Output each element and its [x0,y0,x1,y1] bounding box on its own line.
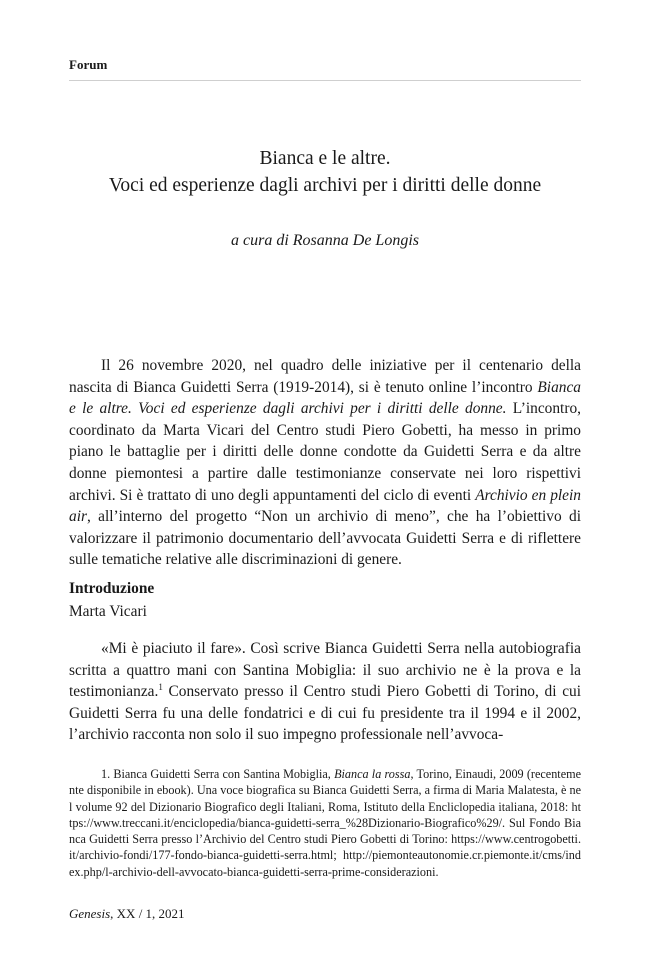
abstract-series-title: Archivio en plein air [69,486,581,526]
header-rule [69,80,581,81]
section-author: Marta Vicari [69,603,147,620]
body-text-2: Conservato presso il Centro studi Piero Gobetti di Torino, di cui Guidetti Serra fu una delle fondatrici e di cui fu presidente tra il 1994 e il 2002, l’archivio racconta non solo il suo impegno professionale nell’avvoca- [69,683,581,744]
footer-journal: Genesis [69,906,111,921]
running-head: Forum [69,57,108,72]
abstract [69,355,581,571]
footnote-paragraph [69,766,581,880]
body-text-1: «Mi è piaciuto il fare». Così scrive Bianca Guidetti Serra nella autobiografia scritta a quattro mani con Santina Mobiglia: il suo archivio ne è la prova e la testimonianza. [69,640,581,701]
body-paragraph [69,638,581,746]
footnote-text-2: , Torino, Einaudi, 2009 (recentemente disponibile in ebook). Una voce biografica su Bianca Guidetti Serra, a firma di Maria Malatesta, è nel volume 92 del Dizionario Biografico degli Italiani, Roma, Istituto della Encliclopedia italiana, 2018: https://www.treccani.it/enciclopedia/bianca-guidetti-serra_%28Dizionario-Biografico%29/. Sul Fondo Bianca Guidetti Serra presso l’Archivio del Centro studi Piero Gobetti di Torino: https://www.centrogobetti.it/archivio-fondi/177-fondo-bianca-guidetti-serra.html; http://piemonteautonomie.cr.piemonte.it/cms/index.php/l-archivio-dell-avvocato-bianca-guidetti-serra-prime-considerazioni. [69,767,581,879]
abstract-event-title: Bianca e le altre. Voci ed esperienze dagli archivi per i diritti delle donne. [69,378,581,418]
article-title [69,145,581,199]
abstract-text-2: L’incontro, coordinato da Marta Vicari del Centro studi Piero Gobetti, ha messo in primo piano le battaglie per i diritti delle donne condotte da Guidetti Serra e da altre donne piemontesi a partire dalle testimonianze conservate nei loro rispettivi archivi. Si è trattato di uno degli appuntamenti del ciclo di eventi [69,400,581,504]
footer-issue: , XX / 1, 2021 [110,906,185,921]
title-line-2: Voci ed esperienze dagli archivi per i diritti delle donne [108,175,542,196]
body-text [69,638,581,746]
page-footer [69,906,185,922]
section-heading: Introduzione [69,580,155,597]
footnote-text-1: 1. Bianca Guidetti Serra con Santina Mobiglia, [101,767,335,781]
footnote [69,766,581,880]
abstract-text-3: , all’interno del progetto “Non un archivio di meno”, che ha l’obiettivo di valorizzare il patrimonio documentario dell’avvocata Guidetti Serra e di riflettere sulle tematiche relative alle discriminazioni di genere. [69,508,581,569]
abstract-text-1: Il 26 novembre 2020, nel quadro delle iniziative per il centenario della nascita di Bianca Guidetti Serra (1919-2014), si è tenuto online l’incontro [69,357,581,396]
abstract-paragraph [69,355,581,571]
title-line-1: Bianca e le altre. [259,148,391,169]
article-editor: a cura di Rosanna De Longis [231,232,419,249]
footnote-book-title: Bianca la rossa [334,767,411,781]
footnote-ref[interactable]: 1 [158,682,163,693]
